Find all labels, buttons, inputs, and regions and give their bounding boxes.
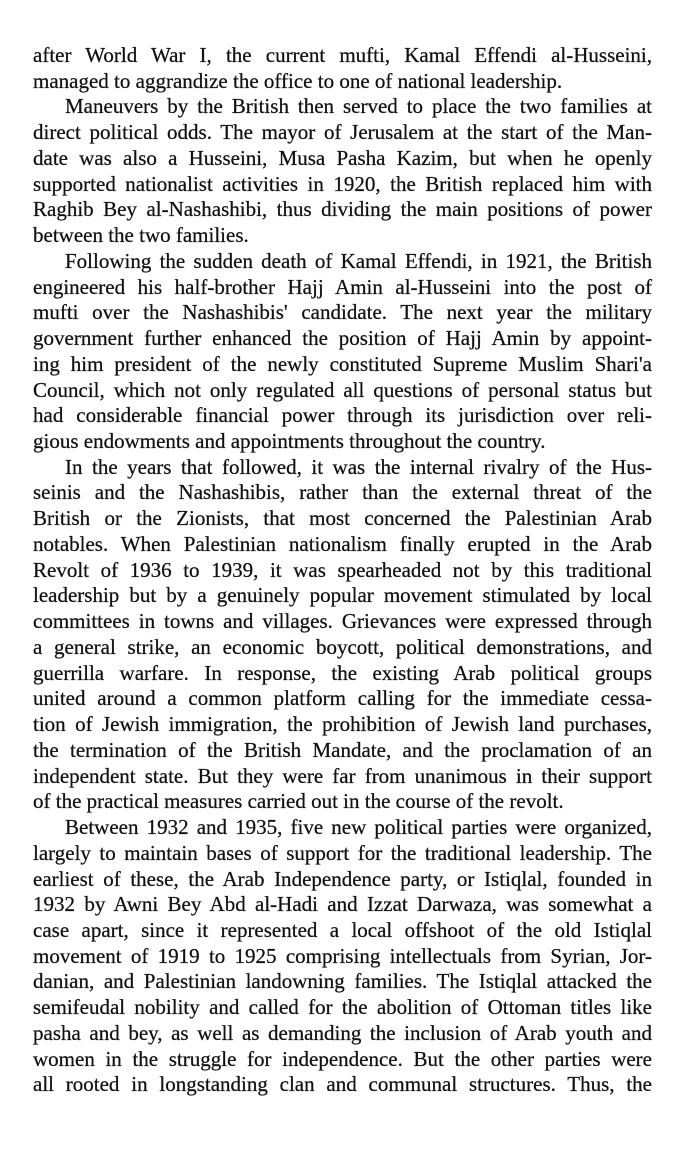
text-line: mufti over the Nashashibis' candidate. The next year the military — [33, 300, 652, 325]
text-line: British or the Zionists, that most concerned the Palestinian Arab — [33, 506, 652, 531]
text-line: In the years that followed, it was the internal rivalry of the Hus- — [65, 454, 652, 479]
text-line: direct political odds. The mayor of Jerusalem at the start of the Man- — [33, 120, 652, 145]
paragraph — [33, 455, 652, 815]
text-line: ing him president of the newly constituted Supreme Muslim Shari'a — [33, 351, 652, 376]
paragraph — [33, 815, 652, 1098]
text-line: danian, and Palestinian landowning families. The Istiqlal attacked the — [33, 969, 652, 994]
text-line: leadership but by a genuinely popular movement stimulated by local — [33, 583, 652, 608]
text-line: case apart, since it represented a local offshoot of the old Istiqlal — [33, 917, 652, 942]
paragraph — [33, 43, 652, 94]
text-line: the termination of the British Mandate, and the proclamation of an — [33, 737, 652, 762]
text-line: movement of 1919 to 1925 comprising intellectuals from Syrian, Jor- — [33, 943, 652, 968]
text-line: independent state. But they were far from unanimous in their support — [33, 763, 652, 788]
text-line: Between 1932 and 1935, five new political parties were organized, — [65, 815, 652, 840]
text-line: 1932 by Awni Bey Abd al-Hadi and Izzat Darwaza, was somewhat a — [33, 892, 652, 917]
text-line: Revolt of 1936 to 1939, it was spearheaded not by this traditional — [33, 557, 652, 582]
text-line: Maneuvers by the British then served to place the two families at — [65, 94, 652, 119]
text-line: a general strike, an economic boycott, political demonstrations, and — [33, 634, 652, 659]
text-line: pasha and bey, as well as demanding the inclusion of Arab youth and — [33, 1020, 652, 1045]
text-line: largely to maintain bases of support for the traditional leadership. The — [33, 840, 652, 865]
text-line: after World War I, the current mufti, Kamal Effendi al-Husseini, — [33, 43, 652, 67]
text-line: tion of Jewish immigration, the prohibition of Jewish land purchases, — [33, 712, 652, 737]
text-line: women in the struggle for independence. But the other parties were — [33, 1046, 652, 1071]
text-line: government further enhanced the position of Hajj Amin by appoint- — [33, 326, 652, 351]
text-line: Following the sudden death of Kamal Effendi, in 1921, the British — [65, 248, 652, 273]
text-line: Raghib Bey al-Nashashibi, thus dividing the main positions of power — [33, 197, 652, 222]
text-line: all rooted in longstanding clan and communal structures. Thus, the — [33, 1072, 652, 1097]
text-line: Council, which not only regulated all questions of personal status but — [33, 377, 652, 402]
text-line: semifeudal nobility and called for the abolition of Ottoman titles like — [33, 995, 652, 1020]
text-line: of the practical measures carried out in the course of the revolt. — [33, 789, 564, 814]
text-line: earliest of these, the Arab Independence party, or Istiqlal, founded in — [33, 866, 652, 891]
text-line: committees in towns and villages. Grievances were expressed through — [33, 609, 652, 634]
text-line: guerrilla warfare. In response, the existing Arab political groups — [33, 660, 652, 685]
text-line: engineered his half-brother Hajj Amin al-Husseini into the post of — [33, 274, 652, 299]
text-line: notables. When Palestinian nationalism finally erupted in the Arab — [33, 531, 652, 556]
text-line: date was also a Husseini, Musa Pasha Kazim, but when he openly — [33, 145, 652, 170]
text-line: supported nationalist activities in 1920, the British replaced him with — [33, 171, 652, 196]
text-line: between the two families. — [33, 223, 249, 248]
text-line: seinis and the Nashashibis, rather than the external threat of the — [33, 480, 652, 505]
text-line: gious endowments and appointments throughout the country. — [33, 429, 546, 454]
paragraph — [33, 94, 652, 248]
paragraph — [33, 249, 652, 455]
book-page-body — [33, 43, 652, 1098]
text-line: managed to aggrandize the office to one of national leadership. — [33, 68, 563, 93]
text-line: united around a common platform calling for the immediate cessa- — [33, 686, 652, 711]
text-line: had considerable financial power through its jurisdiction over reli- — [33, 403, 652, 428]
